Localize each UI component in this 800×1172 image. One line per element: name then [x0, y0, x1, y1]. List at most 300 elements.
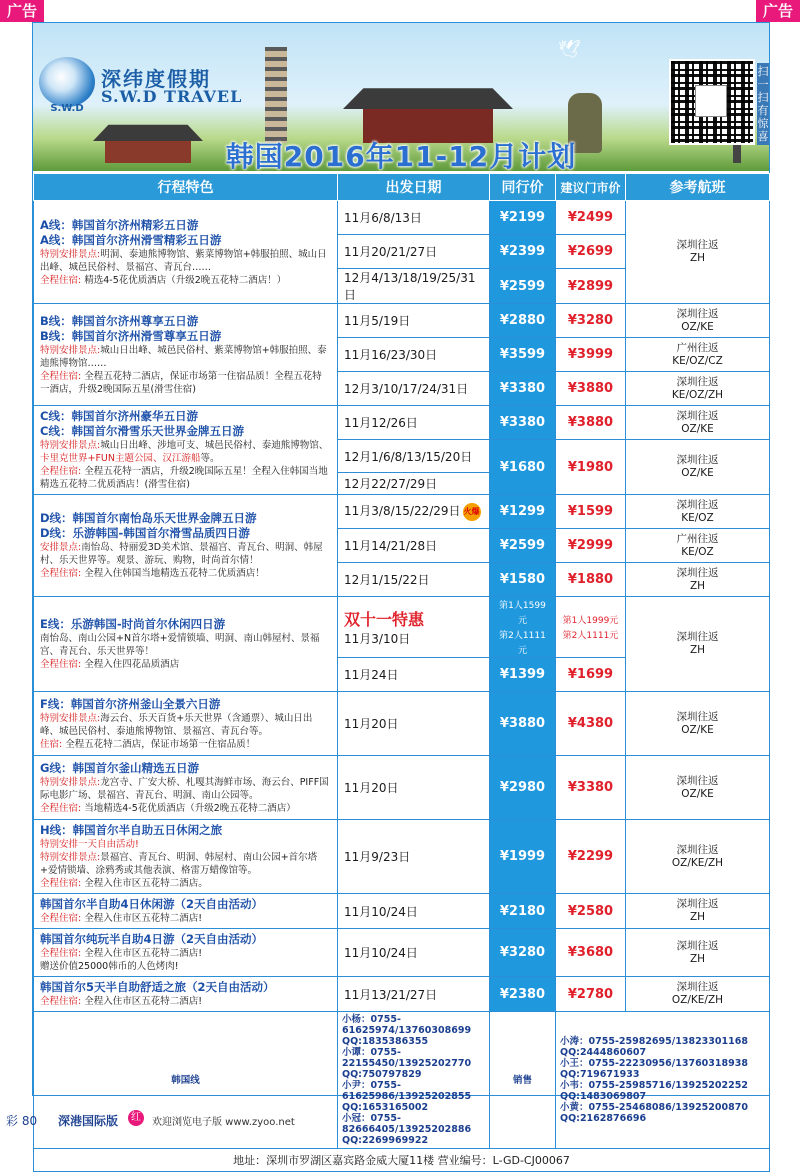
header-peer-price: 同行价: [490, 174, 556, 201]
table-header-row: [34, 174, 770, 201]
route-description: [34, 820, 338, 894]
accommodation-text: 全程入住市区五花特二酒店!: [81, 913, 203, 924]
flight-text: ZH: [689, 952, 706, 965]
accommodation-label: 全程住宿:: [40, 996, 82, 1007]
market-price-value: ¥2999: [567, 538, 614, 553]
flight-info: [626, 820, 770, 894]
route-description: [34, 406, 338, 495]
accommodation-text: 全程五花特一酒店，升级2晚国际五星！全程入住韩国当地精选五花特二优质酒店！(滑雪住宿): [40, 466, 328, 490]
date-text: 11月10/24日: [344, 904, 418, 919]
date-text: 11月14/21/28日: [344, 539, 438, 553]
market-price: [556, 304, 626, 338]
header-date: 出发日期: [338, 174, 490, 201]
flight-info: [626, 201, 770, 304]
date-text: 11月3/10日: [344, 632, 411, 646]
date-text: 11月6/8/13日: [344, 211, 422, 225]
accommodation-text: 当地精选4-5花优质酒店（升级2晚五花特二酒店）: [81, 802, 296, 814]
route-title: 韩国首尔5天半自助舒适之旅（2天自由活动）: [40, 980, 275, 994]
peer-price-value: 第1人1599元: [499, 601, 546, 626]
page-footer: [0, 1106, 800, 1131]
peer-price: [490, 495, 556, 529]
sights: [40, 776, 331, 802]
peer-price: [490, 563, 556, 597]
sights-text: 南怡岛、南山公园+N首尔塔+爱情锁墙、明洞、南山韩屋村、景福宫、青瓦台、乐天世界等！: [40, 633, 320, 657]
edition-name: 深港国际版: [58, 1114, 119, 1128]
flight-text: OZ/KE: [681, 320, 714, 333]
date-text: 11月20日: [344, 781, 399, 795]
contact-line: 小涛：0755-25982695/13823301168 QQ:2444860607: [560, 1036, 748, 1058]
sights: [40, 248, 331, 274]
departure-date: [338, 977, 490, 1012]
accommodation-label: 全程住宿:: [40, 568, 82, 579]
accommodation: [40, 877, 331, 890]
ad-label-left: 广告: [0, 0, 44, 22]
departure-date: [338, 372, 490, 406]
departure-date: [338, 658, 490, 692]
peer-price-value: ¥1399: [499, 667, 546, 682]
departure-date: [338, 406, 490, 440]
peer-price-value: 第2人1111元: [499, 631, 546, 656]
peer-price-value: ¥3280: [499, 945, 546, 960]
peer-price: [490, 269, 556, 304]
flight-text: KE/OZ/ZH: [671, 388, 724, 401]
accommodation: [40, 658, 331, 671]
peer-price-value: ¥2880: [499, 313, 546, 328]
departure-date: [338, 473, 490, 495]
accommodation-text: 全程入住韩国当地精选五花特二优质酒店！: [81, 568, 265, 579]
sights: [40, 439, 331, 465]
accommodation-text: 全程入住市区五花特二酒店!: [81, 948, 203, 959]
market-price: [556, 977, 626, 1012]
route-description: [34, 756, 338, 820]
flight-text: 深圳往返: [676, 631, 719, 643]
route-title: 韩国首尔纯玩半自助4日游（2天自由活动）: [40, 932, 264, 946]
market-price-value: ¥3280: [567, 313, 614, 328]
route-description: [34, 929, 338, 977]
sights-text: 海云台、乐天百货+乐天世界（含通票）、城山日出峰、城邑民俗村、泰迪熊博物馆、景福宫、青瓦台等。: [40, 712, 313, 737]
website-link[interactable]: 欢迎浏览电子版 www.zyoo.net: [152, 1117, 295, 1128]
flight-text: 深圳往返: [676, 454, 719, 466]
market-price: [556, 338, 626, 372]
accommodation-text: 全程入住市区五花特二酒店。: [81, 878, 208, 889]
date-text: 11月20日: [344, 717, 399, 731]
market-price: [556, 929, 626, 977]
flight-info: [626, 894, 770, 929]
sights-label: 特别安排景点:: [40, 712, 101, 724]
flight-text: 深圳往返: [676, 774, 719, 787]
peer-price: [490, 235, 556, 269]
flight-info: [626, 977, 770, 1012]
market-price: [556, 756, 626, 820]
departure-date: [338, 756, 490, 820]
flight-text: 深圳往返: [676, 898, 719, 910]
peer-price: [490, 597, 556, 658]
route-row: [34, 756, 770, 820]
sights: [40, 344, 331, 370]
contact-line: 小王：0755-22230956/13760318938 QQ:719671933: [560, 1058, 748, 1080]
sights-highlight: 卡里克世界+FUN主题公园、汉江游船: [40, 453, 201, 464]
departure-date: [338, 269, 490, 304]
peer-price: [490, 820, 556, 894]
peer-price-value: ¥2399: [499, 244, 546, 259]
route-title: E线：乐游韩国-时尚首尔休闲四日游: [40, 617, 226, 631]
market-price: [556, 894, 626, 929]
peer-price: [490, 977, 556, 1012]
route-row: [34, 406, 770, 440]
market-price: [556, 529, 626, 563]
market-price-value: ¥4380: [567, 716, 614, 731]
market-price-value: ¥2780: [567, 986, 614, 1002]
route-row: [34, 692, 770, 756]
flight-text: OZ/KE: [681, 723, 714, 736]
header-route: 行程特色: [34, 174, 338, 201]
flight-text: OZ/KE: [681, 422, 714, 435]
peer-price-value: ¥3380: [499, 381, 546, 396]
date-text: 12月3/10/17/24/31日: [344, 382, 469, 396]
sights-text: 龙宫寺、广安大桥、札嘎其海鲜市场、海云台、PIFF国际电影广场、景福宫、青瓦台、明洞、南山公园等。: [40, 776, 329, 801]
date-text: 11月9/23日: [344, 850, 411, 864]
accommodation-label: 全程住宿:: [40, 802, 82, 814]
flight-info: [626, 406, 770, 440]
contact-left-label: 韩国线: [34, 1012, 338, 1149]
peer-price: [490, 756, 556, 820]
market-price: [556, 440, 626, 495]
accommodation-label: 全程住宿:: [40, 948, 82, 959]
flight-text: ZH: [689, 911, 706, 923]
route-title: C线：韩国首尔济州豪华五日游: [40, 409, 198, 423]
departure-date: [338, 201, 490, 235]
peer-price: [490, 440, 556, 495]
route-title: C线：韩国首尔滑雪乐天世界金牌五日游: [40, 424, 244, 438]
peer-price-value: ¥3380: [499, 415, 546, 430]
flight-text: 深圳往返: [676, 939, 719, 952]
sights-text: 城山日出峰、城邑民俗村、紫菜博物馆+韩服拍照、泰迪熊博物馆……: [40, 344, 327, 369]
route-description: [34, 977, 338, 1012]
flight-text: 广州往返: [676, 532, 719, 545]
flight-text: 深圳往返: [676, 307, 719, 320]
peer-price: [490, 201, 556, 235]
red-badge-icon: 红: [128, 1110, 144, 1126]
flight-info: [626, 929, 770, 977]
market-price: [556, 597, 626, 658]
market-price-value: 第2人1111元: [562, 631, 619, 641]
route-row: [34, 894, 770, 929]
market-price-value: ¥2699: [567, 244, 614, 259]
market-price-value: ¥1980: [567, 459, 614, 475]
flight-text: OZ/KE/ZH: [671, 994, 724, 1006]
market-price-value: ¥1880: [567, 572, 614, 587]
contact-line: 小黄：0755-25468086/13925200870 QQ:2162876696: [560, 1102, 748, 1124]
route-subtitle: 特别安排一天自由活动!: [40, 839, 139, 850]
date-text: 11月12/26日: [344, 416, 418, 430]
market-price-value: ¥2899: [567, 278, 614, 294]
route-title: D线：乐游韩国-韩国首尔滑雪品质四日游: [40, 526, 250, 540]
departure-date: [338, 338, 490, 372]
date-text: 11月16/23/30日: [344, 348, 438, 362]
flight-info: [626, 563, 770, 597]
flight-text: KE/OZ: [681, 545, 714, 558]
market-price: [556, 269, 626, 304]
sights-text: 南怡岛、特丽爱3D美术馆、景福宫、青瓦台、明洞、韩屋村、乐天世界等。观景、游玩、购物，时尚首尔情！: [40, 542, 323, 566]
logo-icon: [39, 57, 95, 107]
departure-date: [338, 235, 490, 269]
peer-price: [490, 406, 556, 440]
route-description: [34, 304, 338, 406]
market-price: [556, 201, 626, 235]
flight-text: OZ/KE/ZH: [671, 856, 724, 869]
peer-price-value: ¥3880: [499, 716, 546, 731]
flight-text: 深圳往返: [676, 843, 719, 856]
accommodation: [40, 912, 331, 925]
page-number: 彩 80: [6, 1114, 38, 1128]
route-row: [34, 929, 770, 977]
market-price: [556, 658, 626, 692]
peer-price-value: ¥2199: [499, 210, 546, 225]
brand-name-cn: 深纬度假期: [101, 67, 211, 91]
peer-price: [490, 529, 556, 563]
sights: [40, 851, 331, 877]
route-title: 韩国首尔半自助4日休闲游（2天自由活动）: [40, 897, 264, 911]
date-text: 12月22/27/29日: [344, 477, 438, 491]
route-row: [34, 495, 770, 529]
accommodation-label: 全程住宿:: [40, 466, 82, 477]
peer-price-value: ¥1999: [499, 849, 546, 864]
hot-badge-icon: 火爆: [463, 503, 481, 521]
peer-price-value: ¥2599: [499, 278, 546, 294]
sights-text: 明洞、泰迪熊博物馆、紫菜博物馆+韩服拍照、城山日出峰、城邑民俗村、景福宫、青瓦台……: [40, 248, 327, 273]
market-price-value: ¥2299: [567, 849, 614, 864]
flight-info: [626, 597, 770, 692]
header-market-price: 建议门市价: [556, 174, 626, 201]
market-price: [556, 495, 626, 529]
accommodation-text: 全程五花特二酒店，保证市场第一住宿品质！全程五花特一酒店，升级2晚国际五星(滑雪住宿): [40, 370, 322, 395]
contact-line: 小杨：0755-61625974/13760308699 QQ:1835386355: [342, 1014, 472, 1047]
peer-price: [490, 338, 556, 372]
flight-text: ZH: [689, 252, 706, 264]
market-price: [556, 820, 626, 894]
peer-price-value: ¥3599: [499, 347, 546, 362]
date-text: 12月1/15/22日: [344, 573, 430, 587]
accommodation-label: 全程住宿:: [40, 913, 82, 924]
contact-section: [34, 1012, 770, 1172]
peer-price-value: ¥1680: [499, 459, 546, 475]
flight-text: 深圳往返: [676, 566, 719, 579]
sights-label: 特别安排景点:: [40, 852, 101, 863]
flight-info: [626, 529, 770, 563]
market-price-value: ¥3380: [567, 780, 614, 795]
market-price: [556, 406, 626, 440]
departure-date: [338, 692, 490, 756]
route-description: [34, 495, 338, 597]
sights-text: 景福宫、青瓦台、明洞、韩屋村、南山公园+首尔塔+爱情锁墙、涂鸦秀或其他表演、格雷万蜡像馆等。: [40, 852, 318, 876]
flight-info: [626, 692, 770, 756]
route-title: G线：韩国首尔釜山精选五日游: [40, 760, 199, 775]
departure-date: [338, 563, 490, 597]
peer-price-value: ¥2180: [499, 903, 546, 919]
route-title: F线：韩国首尔济州釜山全景六日游: [40, 696, 221, 711]
route-title: B线：韩国首尔济州滑雪尊享五日游: [40, 328, 222, 343]
market-price: [556, 563, 626, 597]
date-text: 11月24日: [344, 668, 399, 682]
scan-text: 扫一扫有惊喜: [757, 65, 769, 143]
market-price: [556, 235, 626, 269]
accommodation: [40, 465, 331, 491]
accommodation: [40, 738, 331, 751]
contact-line: 小冠：0755-82666405/13925202886 QQ:2269969922: [342, 1113, 472, 1146]
departure-date: [338, 820, 490, 894]
sights-text: 城山日出峰、涉地可支、城邑民俗村、泰迪熊博物馆、: [100, 440, 329, 451]
market-price-value: ¥3680: [567, 945, 614, 960]
brand-name-en: S.W.D TRAVEL: [101, 87, 243, 106]
flight-text: KE/OZ/CZ: [672, 354, 723, 367]
peer-price: [490, 929, 556, 977]
peer-price: [490, 894, 556, 929]
contact-line: 小尹：0755-61625986/13925202855 QQ:1653165002: [342, 1080, 472, 1113]
market-price: [556, 372, 626, 406]
flight-info: [626, 756, 770, 820]
peer-price: [490, 372, 556, 406]
sights: [40, 632, 331, 658]
flight-text: KE/OZ: [681, 511, 714, 524]
market-price: [556, 692, 626, 756]
route-title: A线：韩国首尔济州精彩五日游: [40, 217, 199, 232]
route-row: [34, 820, 770, 894]
flight-text: 深圳往返: [676, 375, 719, 388]
sights: [40, 712, 331, 738]
address: 地址：深圳市罗湖区嘉宾路金威大厦11楼 营业编号：L-GD-CJ00067: [34, 1149, 770, 1172]
flight-text: OZ/KE: [681, 787, 714, 800]
palace-image: [343, 83, 513, 109]
flight-text: ZH: [689, 644, 706, 656]
sights-label: 安排景点:: [40, 542, 82, 553]
accommodation-label: 住宿:: [40, 738, 63, 750]
peer-price-value: ¥1299: [499, 504, 546, 519]
bird-icon: 🕊: [558, 39, 581, 60]
market-price-value: ¥1599: [567, 504, 614, 519]
banner: [33, 23, 769, 171]
flight-info: [626, 372, 770, 406]
itinerary-table: [33, 173, 770, 1172]
header-flight: 参考航班: [626, 174, 770, 201]
flight-text: ZH: [689, 579, 706, 592]
date-text: 12月4/13/18/19/25/31日: [344, 271, 476, 302]
flight-text: OZ/KE: [681, 467, 714, 479]
promo-badge: 双十一特惠: [344, 610, 425, 629]
accommodation-label: 全程住宿:: [40, 878, 82, 889]
flight-text: 深圳往返: [676, 498, 719, 511]
accommodation: [40, 995, 331, 1008]
market-price-value: 第1人1999元: [562, 616, 619, 626]
accommodation: [40, 370, 331, 396]
flight-info: [626, 338, 770, 372]
sights-label: 特别安排景点:: [40, 776, 101, 788]
accommodation-text: 精选4-5花优质酒店（升级2晚五花特二酒店！）: [81, 274, 287, 286]
sights: [40, 541, 331, 567]
flight-info: [626, 495, 770, 529]
date-text: 12月1/6/8/13/15/20日: [344, 449, 473, 464]
accommodation: [40, 947, 331, 960]
flight-info: [626, 304, 770, 338]
accommodation-label: 全程住宿:: [40, 370, 82, 382]
date-text: 11月10/24日: [344, 946, 418, 960]
route-row: [34, 304, 770, 338]
accommodation-label: 全程住宿:: [40, 659, 82, 670]
peer-price-value: ¥1580: [499, 572, 546, 587]
market-price-value: ¥3880: [567, 415, 614, 430]
route-description: [34, 692, 338, 756]
sights-label: 特别安排景点:: [40, 344, 101, 356]
peer-price: [490, 304, 556, 338]
accommodation-text: 全程入住四花品质酒店: [81, 659, 180, 670]
route-title: H线：韩国首尔半自助五日休闲之旅: [40, 823, 223, 837]
market-price-value: ¥2499: [567, 210, 614, 225]
accommodation: [40, 567, 331, 580]
route-description: [34, 201, 338, 304]
date-text: 11月20/21/27日: [344, 245, 438, 259]
accommodation-text: 全程入住市区五花特二酒店!: [81, 996, 203, 1007]
sights-label: 特别安排景点:: [40, 440, 101, 451]
departure-date: [338, 495, 490, 529]
flight-info: [626, 440, 770, 495]
market-price-value: ¥3880: [567, 381, 614, 396]
bonus-text: 赠送价值25000韩币的人色烤肉!: [40, 961, 179, 972]
flight-text: 深圳往返: [676, 710, 719, 723]
peer-price-value: ¥2599: [499, 538, 546, 553]
date-text: 11月5/19日: [344, 314, 411, 328]
pagoda-image: [265, 47, 287, 143]
departure-date: [338, 304, 490, 338]
date-text: 11月3/8/15/22/29日: [344, 504, 461, 519]
page-title: 韩国2016年11-12月计划: [225, 140, 577, 171]
market-price-value: ¥1699: [567, 667, 614, 682]
contact-line: 小韦：0755-25985716/13925202252 QQ:1483069807: [560, 1080, 748, 1102]
accommodation-label: 全程住宿:: [40, 274, 82, 286]
flight-text: 深圳往返: [676, 981, 719, 993]
contact-line: 小谭：0755-22155450/13925202770 QQ:750797829: [342, 1047, 472, 1080]
flight-text: 广州往返: [676, 341, 719, 354]
accommodation-text: 全程五花特二酒店，保证市场第一住宿品质！: [62, 738, 256, 750]
flight-text: 深圳往返: [676, 409, 719, 422]
route-title: D线：韩国首尔南怡岛乐天世界金牌五日游: [40, 511, 257, 525]
sights-label: 特别安排景点:: [40, 248, 101, 260]
peer-price: [490, 692, 556, 756]
departure-date: [338, 440, 490, 473]
accommodation: [40, 274, 331, 287]
sights-text-end: 等。: [200, 453, 220, 464]
route-description: [34, 597, 338, 692]
route-title: A线：韩国首尔济州滑雪精彩五日游: [40, 232, 222, 247]
market-price-value: ¥3999: [567, 347, 614, 362]
route-row: [34, 597, 770, 658]
route-description: [34, 894, 338, 929]
departure-date: [338, 894, 490, 929]
qr-logo: [695, 85, 727, 117]
market-price-value: ¥2580: [567, 903, 614, 919]
peer-price: [490, 658, 556, 692]
accommodation: [40, 802, 331, 815]
flight-text: 深圳往返: [676, 239, 719, 251]
route-row: [34, 977, 770, 1012]
departure-date: [338, 529, 490, 563]
peer-price-value: ¥2980: [499, 780, 546, 795]
departure-date: [338, 597, 490, 658]
route-title: B线：韩国首尔济州尊享五日游: [40, 313, 199, 328]
departure-date: [338, 929, 490, 977]
ad-label-right: 广告: [756, 0, 800, 22]
date-text: 11月13/21/27日: [344, 987, 438, 1002]
peer-price-value: ¥2380: [499, 986, 546, 1002]
logo-text: S.W.D: [50, 103, 84, 114]
